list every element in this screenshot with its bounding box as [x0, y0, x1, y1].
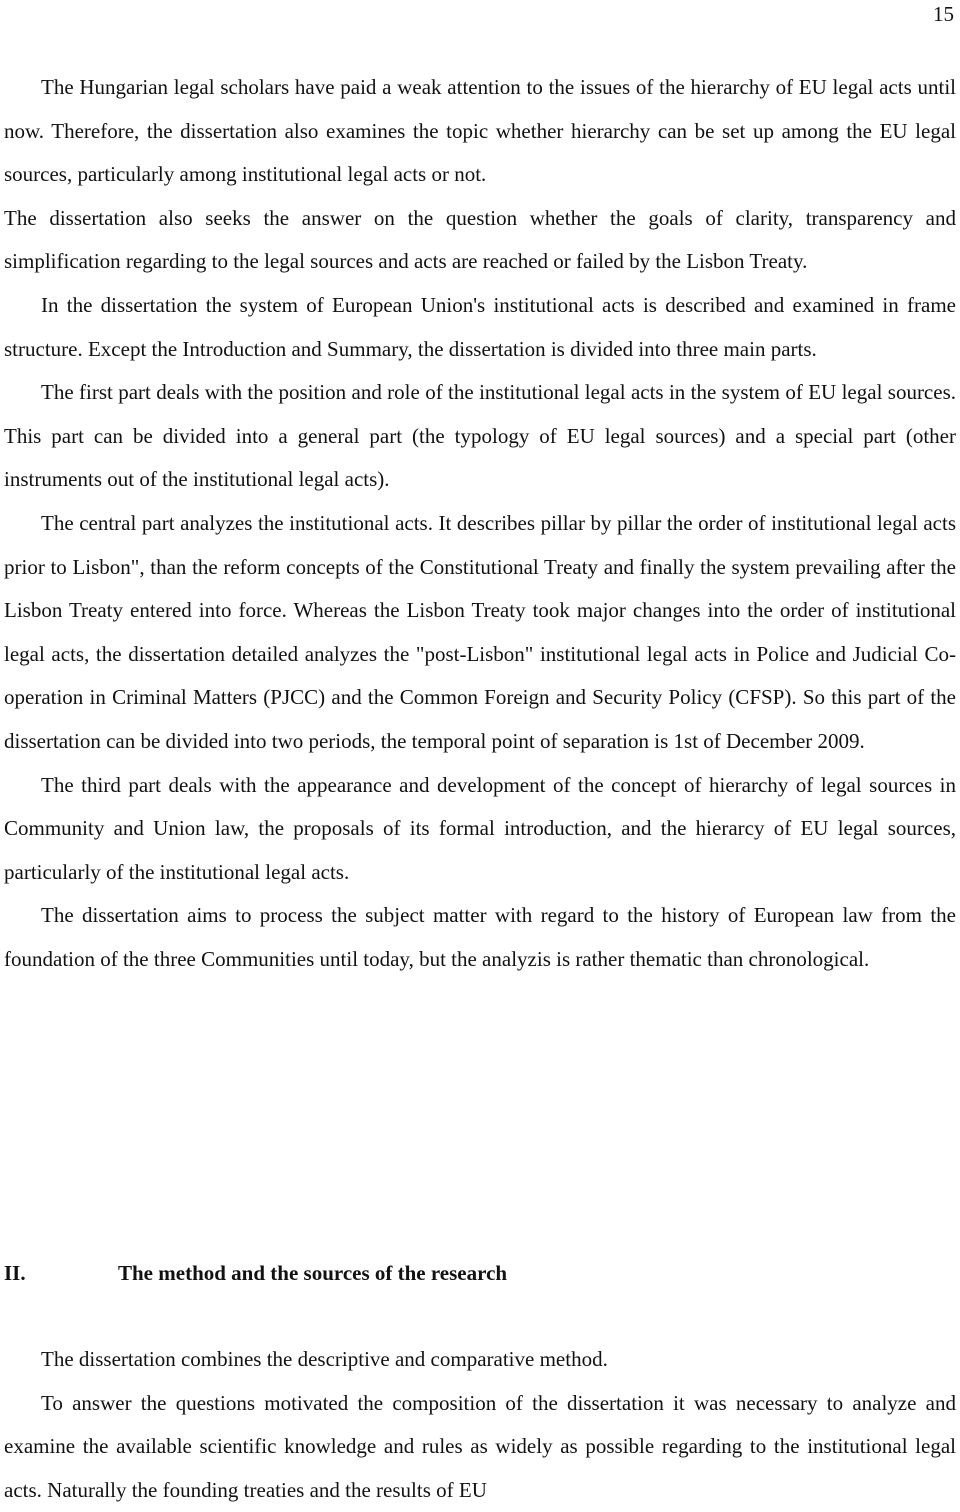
paragraph-hierarchy-attention: The Hungarian legal scholars have paid a weak attention to the issues of the hierarchy of EU legal acts until now. Therefore, the dissertation also examines the topic whether hierarchy can be set up among the EU legal sources, particularly among institutional legal acts or not.	[4, 75, 956, 187]
paragraph-questions: To answer the questions motivated the composition of the dissertation it was necessary to analyze and examine the available scientific knowledge and rules as widely as possible regarding to the institutional legal acts. Naturally the founding treaties and the results of EU	[4, 1390, 956, 1502]
paragraph-aims: The dissertation aims to process the subject matter with regard to the history of European law from the foundation of the three Communities until today, but the analyzis is rather thematic than chronological.	[4, 903, 956, 971]
page-number: 15	[933, 2, 954, 26]
paragraph-first-part: The first part deals with the position and role of the institutional legal acts in the system of EU legal sources. This part can be divided into a general part (the typology of EU legal sources) and a special part (other instruments out of the institutional legal acts).	[4, 380, 956, 492]
paragraph-central-part: The central part analyzes the institutional acts. It describes pillar by pillar the order of institutional legal acts prior to Lisbon", than the reform concepts of the Constitutional Treaty and finally the system prevailing after the Lisbon Treaty entered into force. Whereas the Lisbon Treaty took major changes into the order of institutional legal acts, the dissertation detailed analyzes the "post-Lisbon" institutional legal acts in Police and Judicial Co-operation in Criminal Matters (PJCC) and the Common Foreign and Security Policy (CFSP). So this part of the dissertation can be divided into two periods, the temporal point of separation is 1st of December 2009.	[4, 510, 956, 753]
section-title: The method and the sources of the research	[118, 1261, 508, 1285]
paragraph-lisbon-goals: The dissertation also seeks the answer on the question whether the goals of clarity, transparency and simplification regarding to the legal sources and acts are reached or failed by the Lisbon Treaty.	[4, 205, 956, 274]
section-heading	[4, 1253, 956, 1293]
paragraph-method: The dissertation combines the descriptive and comparative method.	[41, 1347, 608, 1371]
paragraph-third-part: The third part deals with the appearance and development of the concept of hierarchy of legal sources in Community and Union law, the proposals of its formal introduction, and the hierarcy of EU legal sources, particularly of the institutional legal acts.	[4, 772, 956, 884]
body-text	[4, 66, 956, 981]
section-number: II.	[4, 1261, 26, 1285]
paragraph-structure: In the dissertation the system of European Union's institutional acts is described and examined in frame structure. Except the Introduction and Summary, the dissertation is divided into three main parts.	[4, 292, 956, 361]
section-body-text	[4, 1338, 956, 1512]
